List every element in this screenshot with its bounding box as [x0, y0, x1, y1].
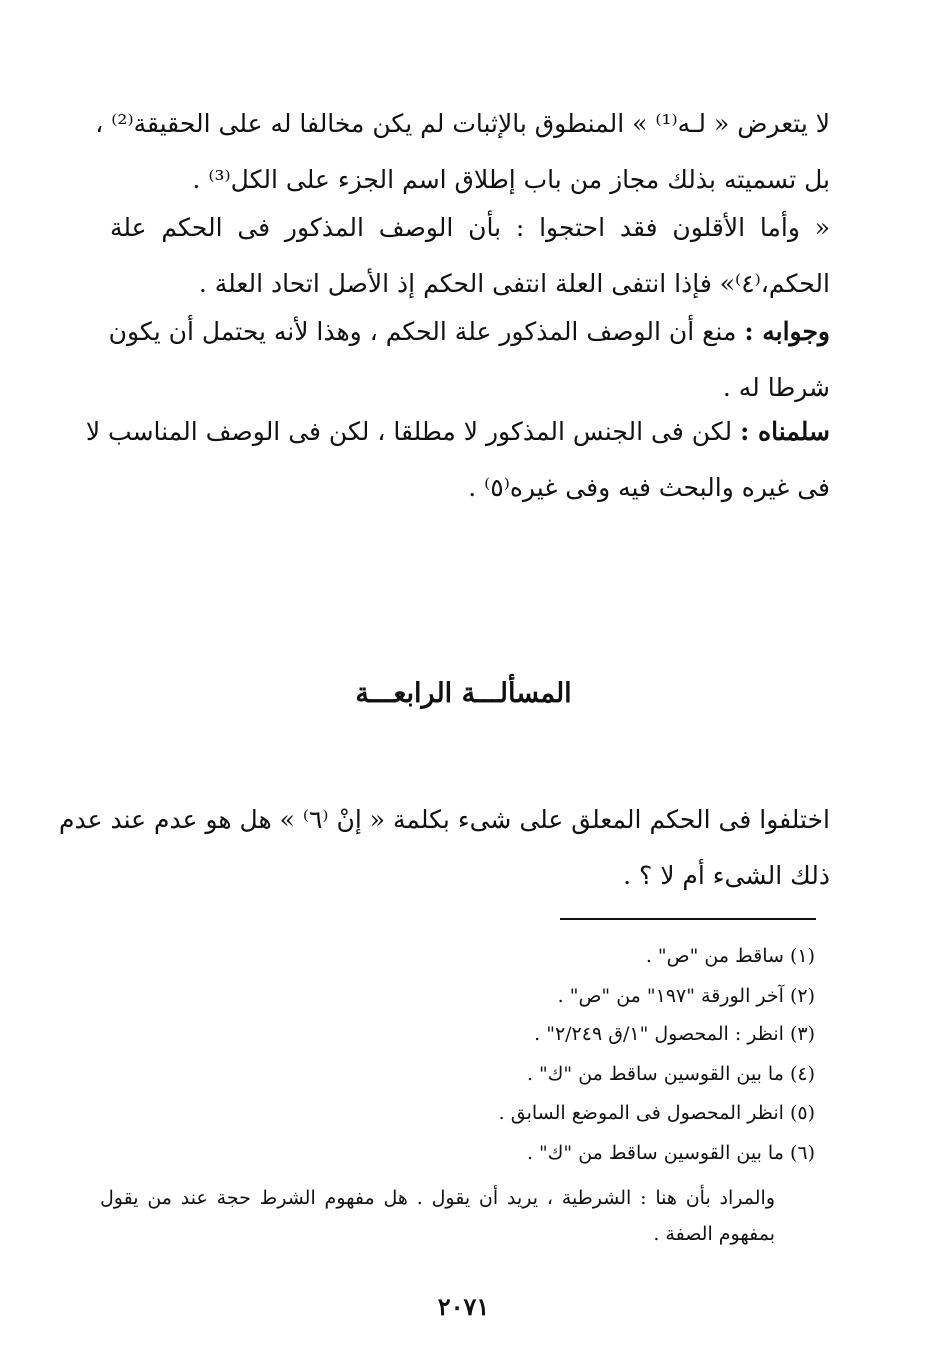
section-paragraph	[59, 792, 830, 904]
paragraph-line: فى غيره والبحث فيه وفى غيره⁽٥⁾ .	[468, 473, 830, 502]
footnote-1: (١) ساقط من "ص" .	[645, 945, 815, 967]
paragraph-line-text: لكن فى الجنس المذكور لا مطلقا ، لكن فى الوصف المناسب لا	[85, 417, 733, 446]
paragraph-4	[85, 404, 830, 516]
paragraph-line: شرطا له .	[722, 373, 830, 402]
footnote-note-line: والمراد بأن هنا : الشرطية ، يريد أن يقول . هل مفهوم الشرط حجة عند من يقول	[100, 1187, 775, 1209]
section-heading: المسألـــة الرابعـــة	[355, 678, 572, 709]
paragraph-line: لا يتعرض « لـه⁽¹⁾ » المنطوق بالإثبات لم يكن مخالفا له على الحقيقة⁽²⁾ ،	[95, 109, 830, 138]
paragraph-line: بل تسميته بذلك مجاز من باب إطلاق اسم الجزء على الكل⁽³⁾ .	[192, 165, 830, 194]
footnote-6-continuation	[100, 1180, 775, 1252]
footnote-6: (٦) ما بين القوسين ساقط من "ك" .	[526, 1142, 815, 1164]
paragraph-2	[110, 200, 830, 312]
paragraph-line	[110, 304, 830, 360]
paragraph-1	[95, 96, 830, 208]
footnote-note-line: بمفهوم الصفة .	[653, 1223, 775, 1245]
paragraph-lead: سلمناه :	[740, 417, 830, 446]
footnote-5: (٥) انظر المحصول فى الموضع السابق .	[498, 1102, 815, 1124]
footnote-2: (٢) آخر الورقة "١٩٧" من "ص" .	[557, 985, 815, 1007]
paragraph-line: الحكم،⁽٤⁾» فإذا انتفى العلة انتفى الحكم إذ الأصل اتحاد العلة .	[198, 269, 830, 298]
paragraph-line: « وأما الأقلون فقد احتجوا : بأن الوصف المذكور فى الحكم علة	[110, 213, 830, 242]
paragraph-line: ذلك الشىء أم لا ؟ .	[623, 861, 830, 890]
paragraph-line-text: منع أن الوصف المذكور علة الحكم ، وهذا لأنه يحتمل أن يكون	[108, 317, 737, 346]
paragraph-line: اختلفوا فى الحكم المعلق على شىء بكلمة « إنْ ⁽٦⁾ » هل هو عدم عند عدم	[59, 805, 830, 834]
paragraph-3	[110, 304, 830, 416]
footnote-3: (٣) انظر : المحصول "١/ق ٢/٢٤٩" .	[534, 1023, 815, 1045]
footnote-4: (٤) ما بين القوسين ساقط من "ك" .	[526, 1063, 815, 1085]
footnote-divider	[560, 918, 816, 920]
page-number: ٢٠٧١	[437, 1292, 490, 1321]
paragraph-lead: وجوابه :	[744, 317, 830, 346]
paragraph-line	[85, 404, 830, 460]
